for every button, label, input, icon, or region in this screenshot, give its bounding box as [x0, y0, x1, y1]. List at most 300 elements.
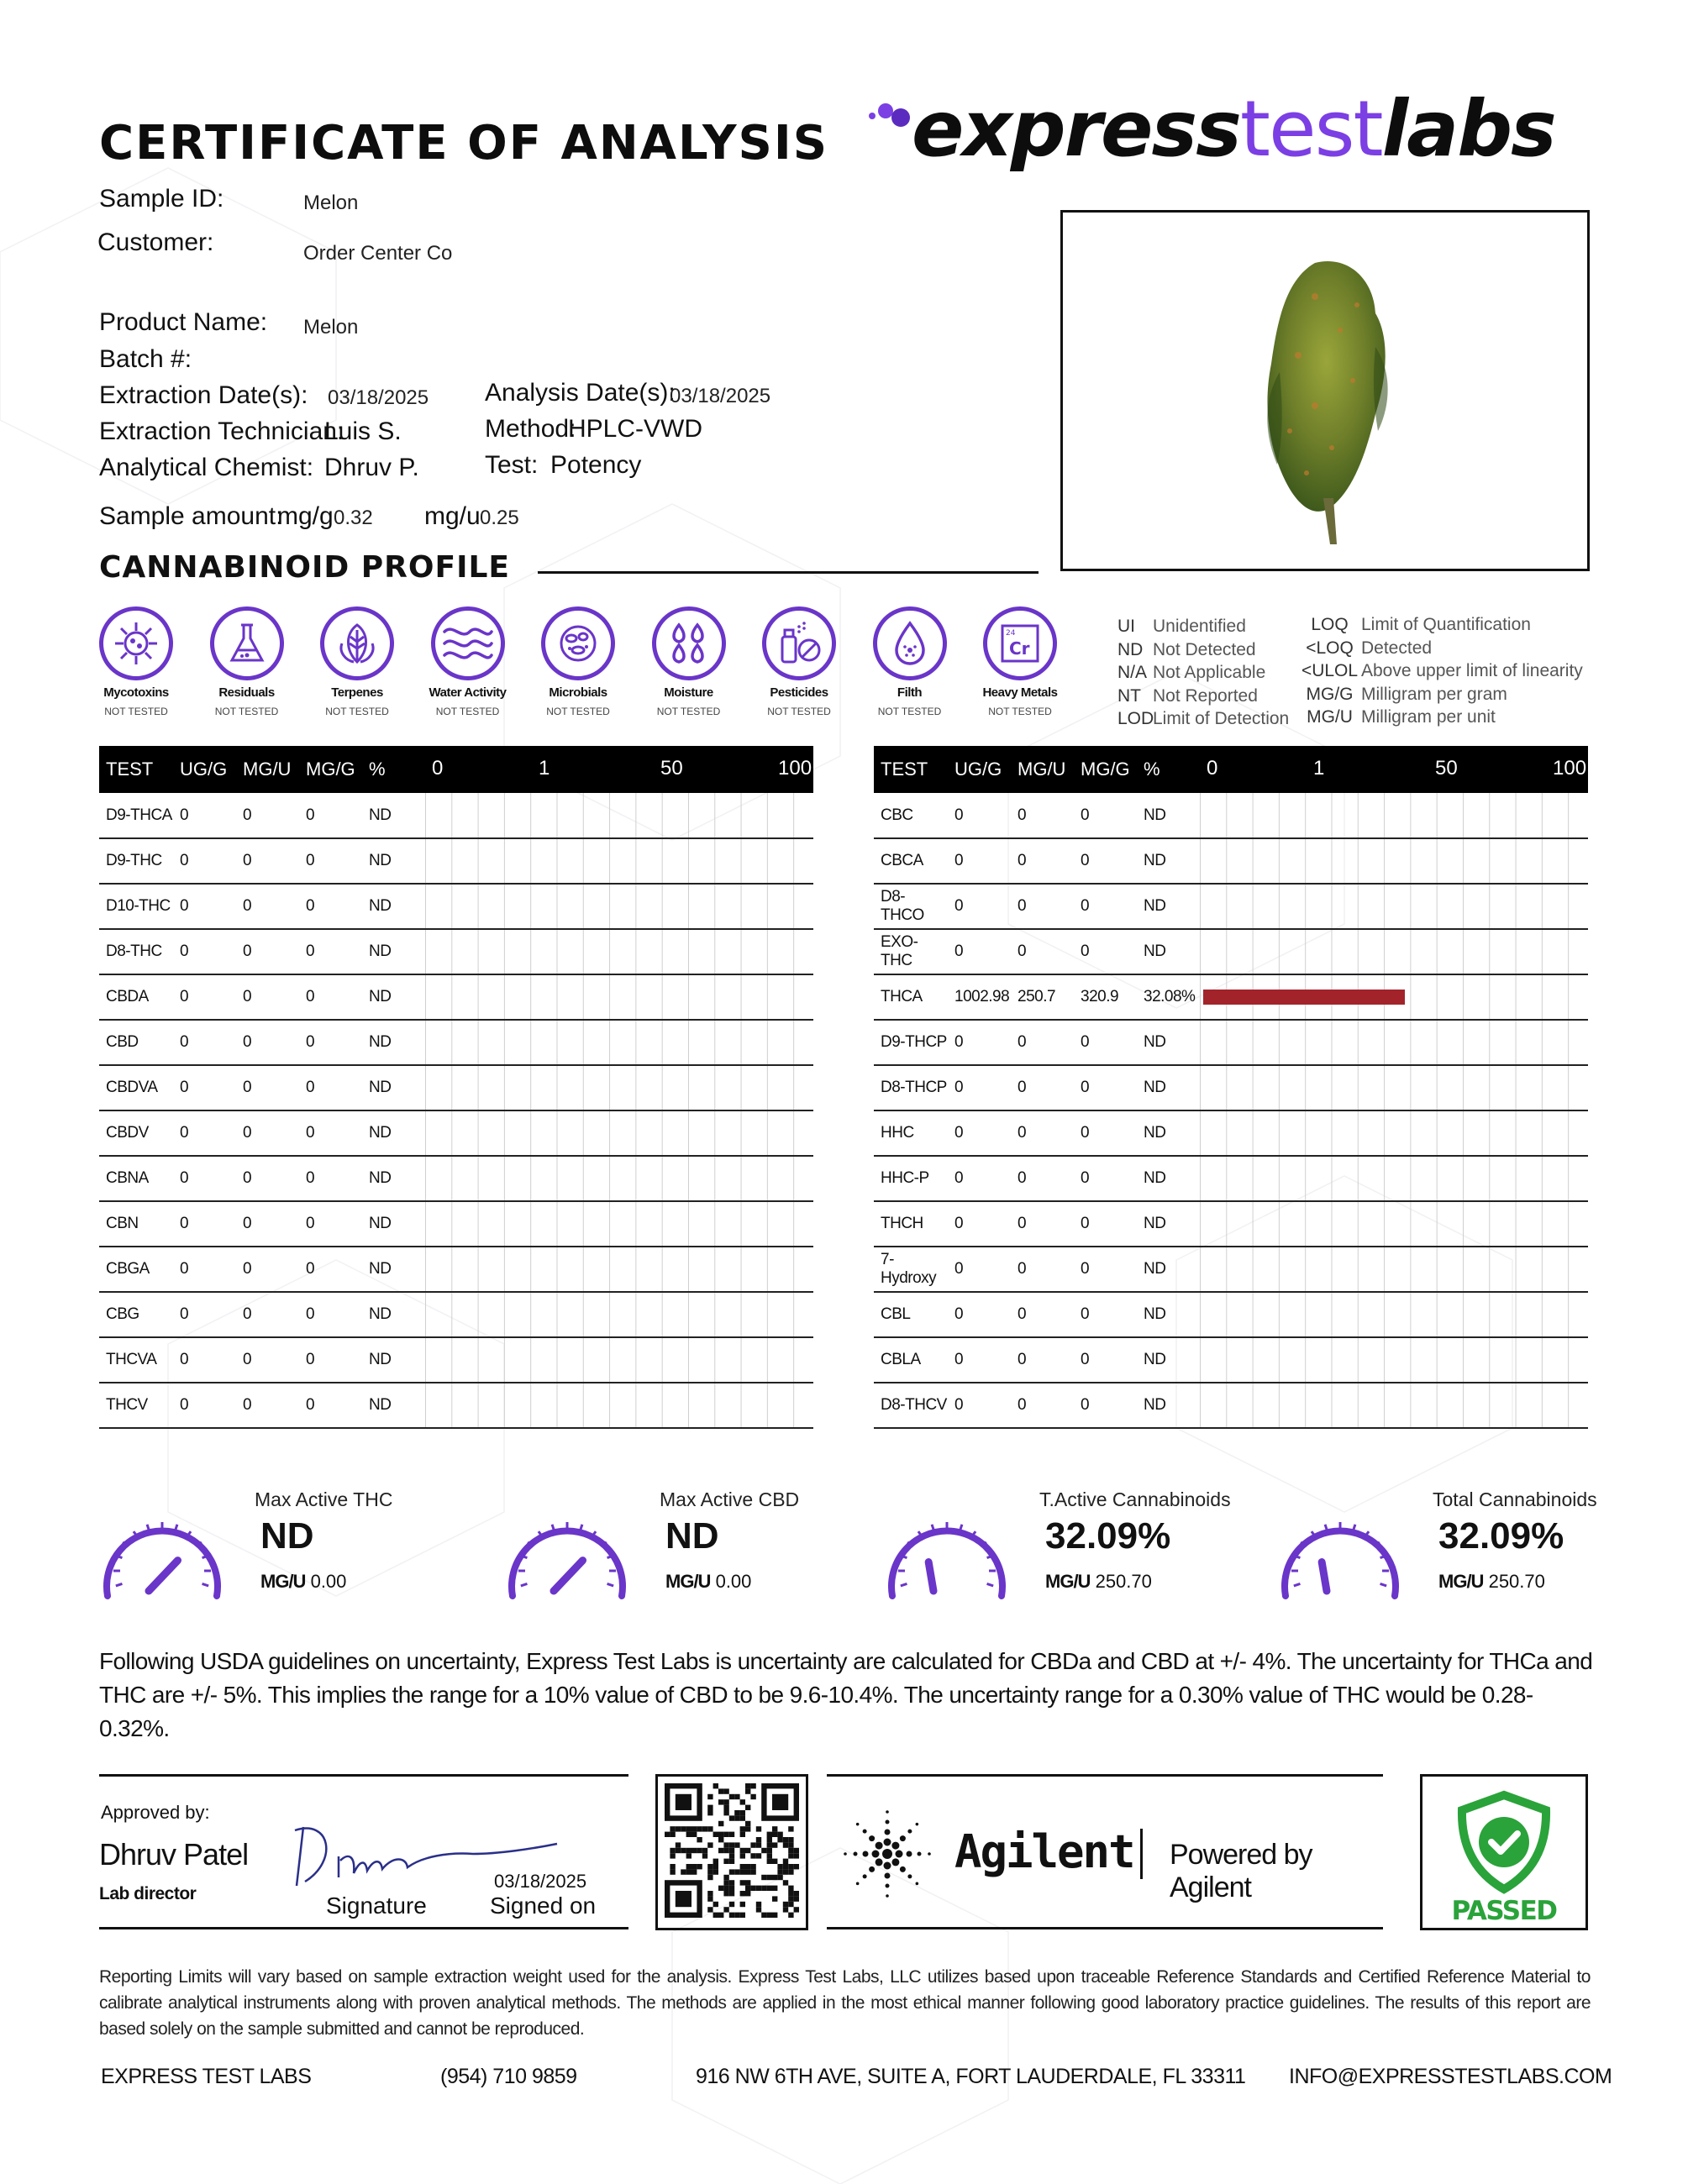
legend-value: Milligram per unit [1361, 707, 1496, 727]
cell-bar [1200, 929, 1588, 974]
cell-test: 7-Hydroxy [874, 1247, 948, 1292]
cell-test: THCH [874, 1201, 948, 1247]
water-waves-icon [441, 618, 495, 669]
cell-mgu: 0 [1011, 1156, 1074, 1201]
cell-ugg: 0 [948, 884, 1011, 929]
cell-bar [425, 793, 813, 838]
cell-ugg: 0 [948, 1247, 1011, 1292]
cell-mgg: 0 [299, 1020, 362, 1065]
cell-mgu: 0 [1011, 1201, 1074, 1247]
cell-ugg: 0 [173, 1337, 236, 1383]
cell-pct: ND [362, 1383, 425, 1428]
legend-key: MG/U [1307, 707, 1353, 727]
tests-row [86, 606, 1070, 717]
legend-key: ND [1117, 639, 1144, 659]
agilent-brand: Agilent [954, 1825, 1134, 1878]
spray-icon [774, 618, 824, 669]
cell-mgu: 0 [236, 838, 299, 884]
cell-bar [1200, 1292, 1588, 1337]
test-name: Pesticides [770, 685, 828, 700]
cell-mgu: 0 [236, 1383, 299, 1428]
cell-ugg: 0 [173, 838, 236, 884]
cell-mgg: 0 [299, 838, 362, 884]
cell-mgg: 0 [1074, 838, 1137, 884]
cell-test: D9-THC [99, 838, 173, 884]
table-row [874, 1201, 1588, 1247]
results-table-left [99, 746, 813, 1429]
cell-bar [1200, 974, 1588, 1020]
microbe-icon [553, 618, 603, 669]
cell-mgu: 0 [236, 884, 299, 929]
cell-ugg: 0 [173, 1156, 236, 1201]
cell-ugg: 1002.98 [948, 974, 1011, 1020]
test-mycotoxins [86, 606, 187, 717]
cell-test: CBLA [874, 1337, 948, 1383]
cell-mgu: 0 [236, 974, 299, 1020]
cell-test: THCA [874, 974, 948, 1020]
test-water-activity [418, 606, 518, 717]
cell-bar [425, 1020, 813, 1065]
approval-box [99, 1774, 628, 1929]
cell-mgg: 0 [1074, 793, 1137, 838]
cell-mgg: 0 [299, 1201, 362, 1247]
col-ugg: UG/G [173, 746, 236, 793]
cell-mgg: 0 [1074, 929, 1137, 974]
legend-key: NT [1117, 685, 1141, 706]
cell-test: D8-THCP [874, 1065, 948, 1110]
legend-value: Milligram per gram [1361, 684, 1507, 704]
legend-key: LOQ [1311, 615, 1349, 634]
cell-mgg: 0 [299, 1383, 362, 1428]
table-row [99, 1292, 813, 1337]
passed-label: PASSED [1451, 1896, 1557, 1926]
qr-code-icon[interactable] [658, 1777, 806, 1928]
test-microbials [528, 606, 628, 717]
cell-pct: ND [362, 1065, 425, 1110]
gauge-1 [99, 1487, 452, 1604]
test-name: Residuals [218, 685, 275, 700]
gauge-unit-label: MG/U [1438, 1571, 1484, 1592]
cell-pct: ND [1137, 1337, 1200, 1383]
cell-pct: ND [1137, 1247, 1200, 1292]
cell-pct: ND [1137, 1292, 1200, 1337]
col-mgg: MG/G [299, 746, 362, 793]
cell-pct: ND [362, 1337, 425, 1383]
footer-phone[interactable]: (954) 710 9859 [440, 2065, 577, 2088]
legend-value: Not Detected [1153, 639, 1256, 659]
cell-mgu: 0 [236, 1065, 299, 1110]
col-scale [1200, 746, 1588, 793]
cell-test: CBL [874, 1292, 948, 1337]
cell-mgu: 0 [236, 1156, 299, 1201]
cell-pct: ND [1137, 929, 1200, 974]
cell-bar [425, 1292, 813, 1337]
sample-amount-label: Sample amount: [99, 502, 283, 530]
cell-test: CBDV [99, 1110, 173, 1156]
table-header-row [99, 746, 813, 793]
cell-test: CBDA [99, 974, 173, 1020]
cell-bar [1200, 1201, 1588, 1247]
col-mgg: MG/G [1074, 746, 1137, 793]
svg-text:24: 24 [1006, 629, 1016, 638]
passed-badge [1420, 1774, 1588, 1930]
gauge-unit-value: 250.70 [1488, 1571, 1545, 1592]
cell-bar [1200, 884, 1588, 929]
cell-mgu: 0 [1011, 838, 1074, 884]
mg-u-value: 0.25 [480, 507, 519, 529]
cell-test: EXO-THC [874, 929, 948, 974]
table-row [99, 1156, 813, 1201]
gauge-icon [504, 1495, 630, 1604]
legend-value: Limit of Quantification [1361, 615, 1531, 634]
table-row [99, 929, 813, 974]
disclaimer: Reporting Limits will vary based on sample extraction weight used for the analysis. Express Test Labs, LLC utilizes based upon traceable Reference Standards and Certified Reference Material to calibrate analytical instruments along with proven analytical methods. The methods are applied in the most ethical manner following good laboratory practice guidelines. The results of this report are based solely on the sample submitted and cannot be reproduced. [99, 1967, 1591, 2039]
gauge-icon [1277, 1495, 1403, 1604]
cell-ugg: 0 [948, 1383, 1011, 1428]
test-status: NOT TESTED [988, 706, 1052, 717]
signature-label: Signature [326, 1893, 427, 1919]
footer-email[interactable]: INFO@EXPRESSTESTLABS.COM [1289, 2065, 1612, 2088]
test-status: NOT TESTED [656, 706, 721, 717]
cell-mgg: 0 [299, 929, 362, 974]
col-test: TEST [99, 746, 173, 793]
legend-key: MG/G [1306, 684, 1354, 704]
logo-bubbles-icon [865, 99, 916, 133]
cell-test: CBDVA [99, 1065, 173, 1110]
flask-icon [222, 618, 272, 669]
logo-test: test [1239, 84, 1382, 174]
cell-pct: ND [1137, 1110, 1200, 1156]
cell-pct: ND [362, 1156, 425, 1201]
cell-test: CBCA [874, 838, 948, 884]
customer-value: Order Center Co [303, 242, 453, 265]
cell-mgu: 0 [1011, 1292, 1074, 1337]
cell-test: THCVA [99, 1337, 173, 1383]
agilent-divider [1140, 1829, 1143, 1879]
cell-pct: ND [362, 884, 425, 929]
test-label: Test: [485, 451, 539, 479]
agilent-spark-icon [827, 1802, 953, 1911]
cell-ugg: 0 [173, 1065, 236, 1110]
cell-pct: ND [362, 1247, 425, 1292]
cell-pct: ND [1137, 1201, 1200, 1247]
cell-mgg: 0 [299, 974, 362, 1020]
legend-key: <ULOL [1301, 661, 1359, 680]
product-name-value: Melon [303, 316, 359, 339]
table-row [874, 1020, 1588, 1065]
cell-mgu: 250.7 [1011, 974, 1074, 1020]
legend-value: Limit of Detection [1153, 709, 1290, 728]
method-label: Method: [485, 415, 576, 443]
cell-ugg: 0 [948, 1337, 1011, 1383]
gauge-unit-value: 250.70 [1095, 1571, 1152, 1592]
table-row [874, 1292, 1588, 1337]
cell-ugg: 0 [948, 1292, 1011, 1337]
cell-test: CBGA [99, 1247, 173, 1292]
svg-text:Cr: Cr [1009, 638, 1030, 659]
legend-key: LOD [1117, 709, 1154, 728]
cell-ugg: 0 [948, 793, 1011, 838]
cell-test: HHC [874, 1110, 948, 1156]
cell-ugg: 0 [173, 929, 236, 974]
cell-bar [425, 1156, 813, 1201]
cell-mgg: 0 [1074, 1292, 1137, 1337]
cell-test: CBN [99, 1201, 173, 1247]
table-row [99, 1020, 813, 1065]
mg-g-value: 0.32 [334, 507, 373, 529]
cell-pct: 32.08% [1137, 974, 1200, 1020]
legend-value: Not Reported [1153, 685, 1258, 706]
legend-value: Unidentified [1153, 617, 1246, 636]
table-row [99, 838, 813, 884]
legend-value: Above upper limit of linearity [1361, 661, 1583, 680]
section-title-cannabinoid-profile: CANNABINOID PROFILE [99, 550, 511, 585]
cell-pct: ND [1137, 884, 1200, 929]
approved-by-label: Approved by: [101, 1802, 210, 1823]
sample-id-label: Sample ID: [99, 185, 224, 213]
test-terpenes [307, 606, 408, 717]
cell-pct: ND [362, 974, 425, 1020]
section-divider [538, 571, 1039, 574]
gauge-unit-value: 0.00 [715, 1571, 752, 1592]
cell-ugg: 0 [948, 1156, 1011, 1201]
cell-mgu: 0 [1011, 1110, 1074, 1156]
legend-key: <LOQ [1306, 638, 1354, 658]
cell-bar [425, 838, 813, 884]
cell-pct: ND [1137, 1383, 1200, 1428]
gauge-unit-label: MG/U [665, 1571, 711, 1592]
approver-role: Lab director [99, 1884, 197, 1903]
method-value: HPLC-VWD [568, 415, 703, 443]
cell-mgg: 0 [1074, 1201, 1137, 1247]
cell-mgu: 0 [236, 929, 299, 974]
col-pct: % [362, 746, 425, 793]
test-status: NOT TESTED [877, 706, 942, 717]
scale-100: 100 [1553, 757, 1587, 780]
mycotoxin-icon [111, 618, 161, 669]
cell-pct: ND [1137, 793, 1200, 838]
legend-right [1298, 613, 1583, 729]
cell-mgu: 0 [1011, 1020, 1074, 1065]
cell-ugg: 0 [173, 793, 236, 838]
cell-mgu: 0 [236, 1110, 299, 1156]
gauge-label: T.Active Cannabinoids [1039, 1488, 1231, 1510]
cell-mgu: 0 [1011, 793, 1074, 838]
cell-bar [1200, 1383, 1588, 1428]
cell-mgu: 0 [1011, 929, 1074, 974]
gauge-3 [884, 1487, 1237, 1604]
qr-code-box[interactable] [655, 1774, 808, 1930]
gauge-value: 32.09% [1438, 1515, 1564, 1557]
analysis-date-label: Analysis Date(s): [485, 379, 676, 407]
cell-mgg: 0 [299, 1156, 362, 1201]
test-name: Heavy Metals [982, 685, 1058, 700]
cell-bar [1200, 793, 1588, 838]
page-title: CERTIFICATE OF ANALYSIS [99, 116, 829, 171]
cell-pct: ND [1137, 1156, 1200, 1201]
cell-pct: ND [362, 929, 425, 974]
col-mgu: MG/U [236, 746, 299, 793]
analysis-date-value: 03/18/2025 [670, 385, 771, 407]
test-status: NOT TESTED [767, 706, 831, 717]
cell-ugg: 0 [948, 929, 1011, 974]
cell-test: D10-THC [99, 884, 173, 929]
extraction-date-value: 03/18/2025 [328, 386, 429, 409]
table-row [874, 1065, 1588, 1110]
scale-50: 50 [1435, 757, 1458, 780]
drops-icon [664, 618, 714, 669]
cell-test: D8-THCV [874, 1383, 948, 1428]
cell-test: THCV [99, 1383, 173, 1428]
cell-mgg: 0 [1074, 1247, 1137, 1292]
table-header-row [874, 746, 1588, 793]
cell-ugg: 0 [948, 1020, 1011, 1065]
gauge-2 [504, 1487, 857, 1604]
cell-mgu: 0 [236, 1201, 299, 1247]
cell-pct: ND [362, 793, 425, 838]
scale-1: 1 [1313, 757, 1325, 780]
test-filth [860, 606, 960, 717]
cell-mgu: 0 [1011, 1383, 1074, 1428]
gauge-icon [884, 1495, 1010, 1604]
test-name: Microbials [549, 685, 607, 700]
test-name: Mycotoxins [103, 685, 169, 700]
legend-value: Not Applicable [1153, 663, 1266, 682]
legend-value: Detected [1361, 638, 1433, 658]
table-row [874, 838, 1588, 884]
test-name: Moisture [664, 685, 713, 700]
cell-test: HHC-P [874, 1156, 948, 1201]
result-bar [1203, 990, 1405, 1005]
gauge-unit-value: 0.00 [310, 1571, 347, 1592]
mg-g-label: mg/g [277, 502, 334, 530]
table-row [874, 1156, 1588, 1201]
cell-bar [1200, 1247, 1588, 1292]
cell-bar [1200, 838, 1588, 884]
cell-mgg: 0 [1074, 1337, 1137, 1383]
test-value: Potency [550, 451, 642, 479]
table-row [874, 1337, 1588, 1383]
cell-mgg: 0 [1074, 1020, 1137, 1065]
cell-ugg: 0 [173, 884, 236, 929]
gauge-unit-label: MG/U [1045, 1571, 1091, 1592]
cell-test: CBD [99, 1020, 173, 1065]
cell-ugg: 0 [173, 1110, 236, 1156]
table-row [874, 1383, 1588, 1428]
test-status: NOT TESTED [214, 706, 279, 717]
cell-mgu: 0 [236, 1020, 299, 1065]
cell-mgg: 0 [1074, 1383, 1137, 1428]
col-ugg: UG/G [948, 746, 1011, 793]
cell-ugg: 0 [173, 1020, 236, 1065]
test-status: NOT TESTED [104, 706, 168, 717]
cell-mgu: 0 [236, 793, 299, 838]
test-heavy-metals [970, 606, 1070, 717]
cell-ugg: 0 [173, 1383, 236, 1428]
logo-labs: labs [1381, 84, 1555, 174]
drop-icon [885, 618, 935, 669]
logo-express: express [912, 84, 1240, 174]
cell-mgg: 0 [299, 793, 362, 838]
product-photo-frame [1060, 210, 1590, 571]
table-row [874, 929, 1588, 974]
cell-bar [1200, 1337, 1588, 1383]
cell-pct: ND [362, 838, 425, 884]
col-test: TEST [874, 746, 948, 793]
test-status: NOT TESTED [546, 706, 610, 717]
cell-bar [425, 1065, 813, 1110]
cell-mgu: 0 [236, 1292, 299, 1337]
cell-test: D8-THC [99, 929, 173, 974]
cell-mgg: 0 [299, 1065, 362, 1110]
cell-mgu: 0 [1011, 1065, 1074, 1110]
legend-key: N/A [1117, 663, 1148, 682]
cell-bar [1200, 1156, 1588, 1201]
agilent-box [827, 1774, 1383, 1929]
cell-test: D9-THCA [99, 793, 173, 838]
cell-pct: ND [362, 1201, 425, 1247]
cell-mgg: 0 [1074, 1110, 1137, 1156]
cell-mgg: 0 [1074, 1156, 1137, 1201]
cell-mgg: 0 [1074, 1065, 1137, 1110]
table-row [874, 1110, 1588, 1156]
chemist-label: Analytical Chemist: [99, 454, 314, 481]
agilent-powered: Powered by Agilent [1170, 1839, 1312, 1903]
cell-test: CBG [99, 1292, 173, 1337]
scale-50: 50 [660, 757, 683, 780]
cell-pct: ND [362, 1020, 425, 1065]
table-row [99, 1247, 813, 1292]
cell-ugg: 0 [948, 1110, 1011, 1156]
cell-bar [425, 1383, 813, 1428]
sample-id-value: Melon [303, 192, 359, 214]
gauge-4 [1277, 1487, 1630, 1604]
mg-u-label: mg/u [424, 502, 481, 530]
gauge-value: ND [665, 1515, 719, 1557]
cell-bar [425, 1337, 813, 1383]
test-status: NOT TESTED [435, 706, 500, 717]
table-row [99, 793, 813, 838]
approver-name: Dhruv Patel [99, 1837, 249, 1872]
signed-on-label: Signed on [490, 1893, 597, 1919]
extraction-date-label: Extraction Date(s): [99, 381, 308, 409]
table-row [99, 1110, 813, 1156]
table-row [874, 793, 1588, 838]
cell-mgg: 320.9 [1074, 974, 1137, 1020]
cell-pct: ND [362, 1292, 425, 1337]
cell-ugg: 0 [948, 1065, 1011, 1110]
cell-mgg: 0 [299, 1247, 362, 1292]
table-row [99, 884, 813, 929]
footer-address: 916 NW 6TH AVE, SUITE A, FORT LAUDERDALE, FL 33311 [696, 2065, 1246, 2088]
table-row [99, 1383, 813, 1428]
cell-ugg: 0 [173, 974, 236, 1020]
cell-mgg: 0 [299, 1292, 362, 1337]
cell-bar [425, 1201, 813, 1247]
cell-bar [1200, 1110, 1588, 1156]
footer-company: EXPRESS TEST LABS [101, 2065, 312, 2088]
scale-100: 100 [778, 757, 812, 780]
cell-ugg: 0 [948, 1201, 1011, 1247]
product-name-label: Product Name: [99, 308, 268, 336]
test-name: Terpenes [331, 685, 383, 700]
cell-pct: ND [1137, 1065, 1200, 1110]
cell-pct: ND [1137, 1020, 1200, 1065]
cell-mgg: 0 [1074, 884, 1137, 929]
cell-ugg: 0 [948, 838, 1011, 884]
cell-pct: ND [362, 1110, 425, 1156]
table-row [99, 974, 813, 1020]
